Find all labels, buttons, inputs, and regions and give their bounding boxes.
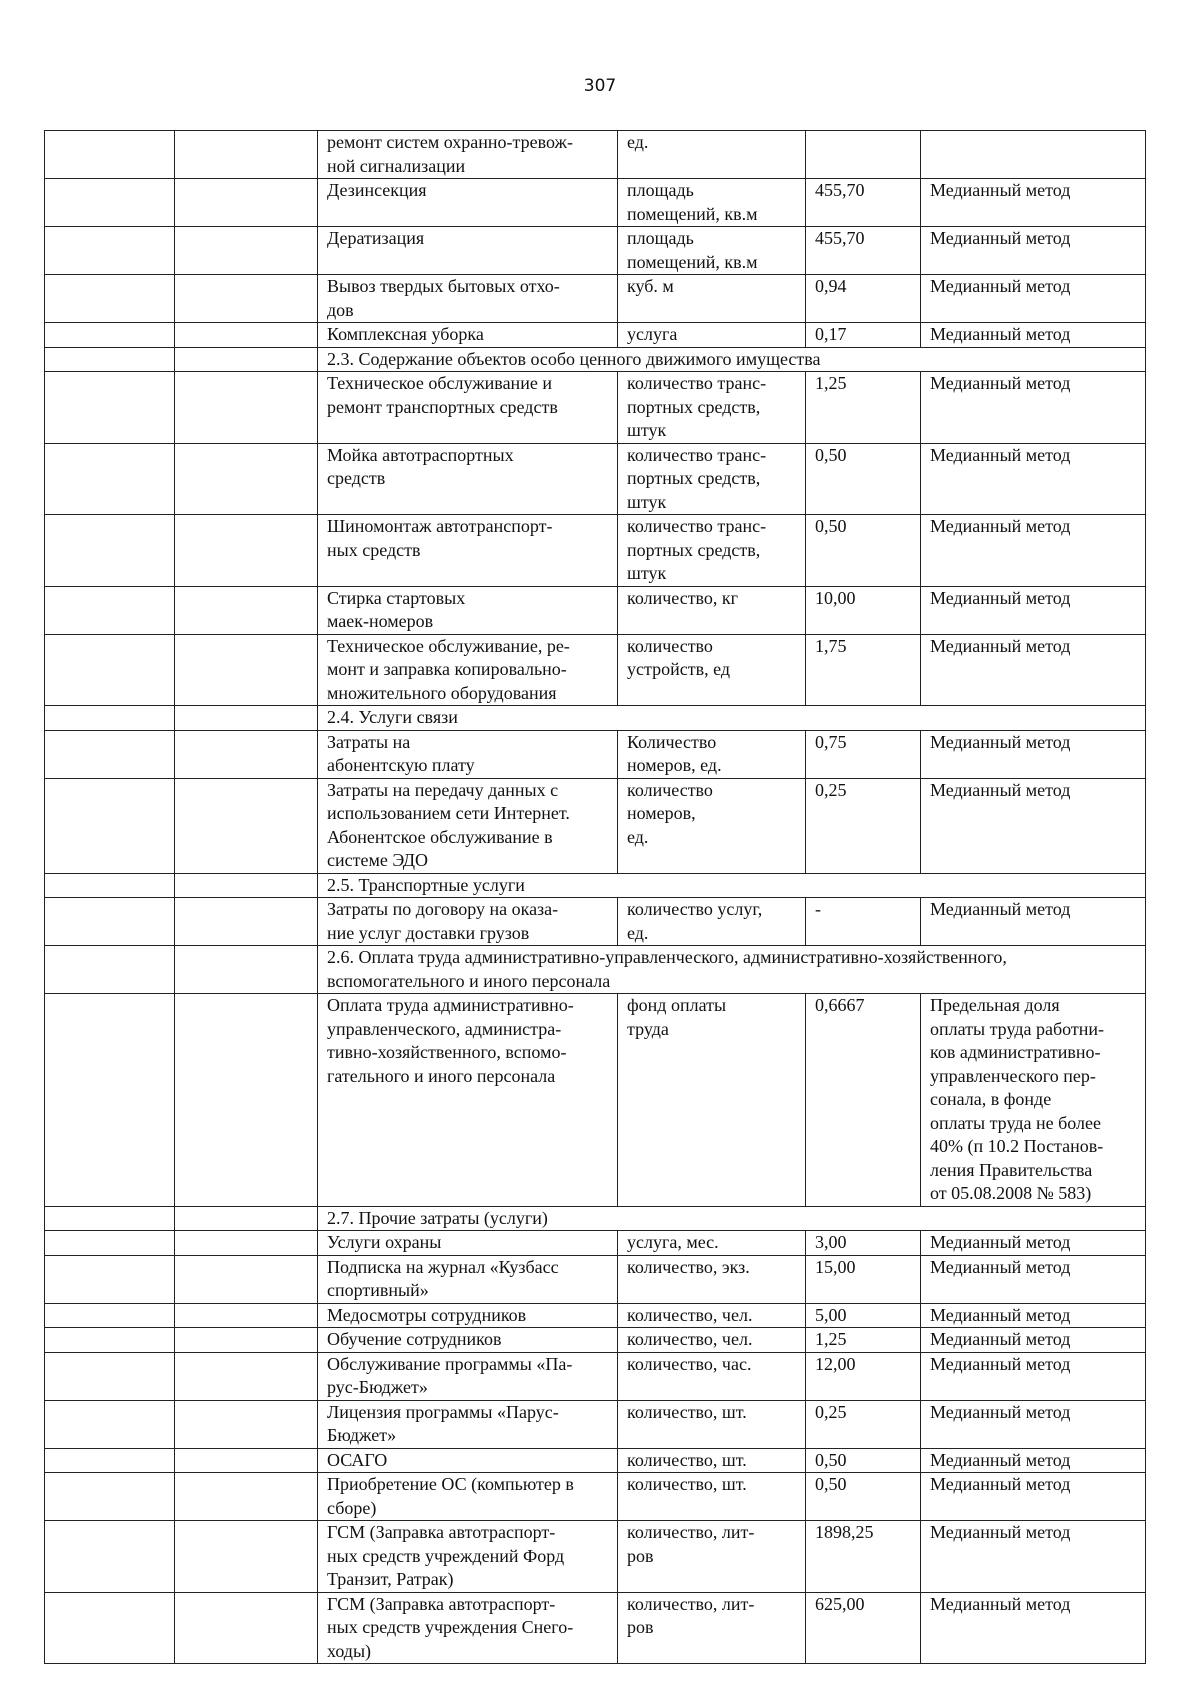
- blank-col-1: [45, 1231, 175, 1256]
- value-cell: [806, 131, 921, 179]
- method-cell: Медианный метод: [921, 1255, 1146, 1303]
- value-cell: 1898,25: [806, 1521, 921, 1593]
- method-cell: Медианный метод: [921, 372, 1146, 444]
- blank-col-1: [45, 1448, 175, 1473]
- value-cell: 0,6667: [806, 994, 921, 1207]
- blank-col-1: [45, 1592, 175, 1664]
- value-cell: 455,70: [806, 179, 921, 227]
- section-row: [45, 946, 1146, 994]
- cost-name-cell: Лицензия программы «Парус- Бюджет»: [318, 1400, 618, 1448]
- blank-col-2: [175, 1448, 318, 1473]
- value-cell: 1,25: [806, 372, 921, 444]
- cost-norms-table: [44, 130, 1146, 1664]
- cost-name-cell: Обслуживание программы «Па- рус-Бюджет»: [318, 1352, 618, 1400]
- unit-cell: количество, шт.: [618, 1448, 806, 1473]
- blank-col-1: [45, 347, 175, 372]
- blank-col-2: [175, 275, 318, 323]
- blank-col-2: [175, 1400, 318, 1448]
- unit-cell: количество устройств, ед: [618, 634, 806, 706]
- unit-cell: площадь помещений, кв.м: [618, 179, 806, 227]
- blank-col-1: [45, 323, 175, 348]
- cost-name-cell: Комплексная уборка: [318, 323, 618, 348]
- blank-col-2: [175, 873, 318, 898]
- unit-cell: количество транс- портных средств, штук: [618, 372, 806, 444]
- blank-col-2: [175, 1473, 318, 1521]
- blank-col-1: [45, 898, 175, 946]
- cost-name-cell: Затраты по договору на оказа- ние услуг доставки грузов: [318, 898, 618, 946]
- value-cell: 3,00: [806, 1231, 921, 1256]
- cost-name-cell: Подписка на журнал «Кузбасс спортивный»: [318, 1255, 618, 1303]
- unit-cell: количество, лит- ров: [618, 1592, 806, 1664]
- unit-cell: количество транс- портных средств, штук: [618, 515, 806, 587]
- table-row: [45, 1231, 1146, 1256]
- value-cell: 0,94: [806, 275, 921, 323]
- blank-col-2: [175, 323, 318, 348]
- method-cell: Медианный метод: [921, 515, 1146, 587]
- table-row: [45, 179, 1146, 227]
- unit-cell: количество услуг, ед.: [618, 898, 806, 946]
- method-cell: Медианный метод: [921, 275, 1146, 323]
- table-row: [45, 1303, 1146, 1328]
- unit-cell: количество номеров, ед.: [618, 778, 806, 873]
- section-heading: 2.7. Прочие затраты (услуги): [318, 1206, 1146, 1231]
- value-cell: 15,00: [806, 1255, 921, 1303]
- section-heading: 2.3. Содержание объектов особо ценного движимого имущества: [318, 347, 1146, 372]
- method-cell: Медианный метод: [921, 1328, 1146, 1353]
- table-row: [45, 586, 1146, 634]
- method-cell: Медианный метод: [921, 227, 1146, 275]
- cost-name-cell: Техническое обслуживание и ремонт транспортных средств: [318, 372, 618, 444]
- blank-col-1: [45, 443, 175, 515]
- blank-col-2: [175, 131, 318, 179]
- unit-cell: услуга: [618, 323, 806, 348]
- unit-cell: количество, кг: [618, 586, 806, 634]
- blank-col-1: [45, 227, 175, 275]
- table-row: [45, 131, 1146, 179]
- blank-col-1: [45, 1328, 175, 1353]
- blank-col-1: [45, 1303, 175, 1328]
- blank-col-2: [175, 1255, 318, 1303]
- blank-col-1: [45, 730, 175, 778]
- table-row: [45, 634, 1146, 706]
- blank-col-1: [45, 1400, 175, 1448]
- blank-col-1: [45, 179, 175, 227]
- cost-name-cell: Дератизация: [318, 227, 618, 275]
- blank-col-2: [175, 1303, 318, 1328]
- method-cell: Медианный метод: [921, 778, 1146, 873]
- unit-cell: количество, чел.: [618, 1328, 806, 1353]
- cost-name-cell: Затраты на абонентскую плату: [318, 730, 618, 778]
- blank-col-1: [45, 131, 175, 179]
- value-cell: 0,25: [806, 778, 921, 873]
- blank-col-1: [45, 778, 175, 873]
- page-number: 307: [583, 76, 617, 96]
- value-cell: 0,50: [806, 1473, 921, 1521]
- table-row: [45, 275, 1146, 323]
- cost-name-cell: ремонт систем охранно-тревож- ной сигнализации: [318, 131, 618, 179]
- blank-col-2: [175, 1231, 318, 1256]
- value-cell: 0,50: [806, 1448, 921, 1473]
- table-row: [45, 778, 1146, 873]
- table-body: [45, 131, 1146, 1664]
- method-cell: Медианный метод: [921, 1400, 1146, 1448]
- blank-col-2: [175, 1206, 318, 1231]
- table-row: [45, 898, 1146, 946]
- table-row: [45, 1521, 1146, 1593]
- table-row: [45, 372, 1146, 444]
- blank-col-2: [175, 347, 318, 372]
- method-cell: Медианный метод: [921, 1231, 1146, 1256]
- table-row: [45, 515, 1146, 587]
- blank-col-1: [45, 515, 175, 587]
- blank-col-2: [175, 706, 318, 731]
- table-row: [45, 1448, 1146, 1473]
- blank-col-1: [45, 706, 175, 731]
- blank-col-1: [45, 1521, 175, 1593]
- blank-col-2: [175, 443, 318, 515]
- unit-cell: количество, экз.: [618, 1255, 806, 1303]
- cost-name-cell: Шиномонтаж автотранспорт- ных средств: [318, 515, 618, 587]
- blank-col-1: [45, 275, 175, 323]
- cost-name-cell: ОСАГО: [318, 1448, 618, 1473]
- blank-col-1: [45, 873, 175, 898]
- blank-col-1: [45, 1473, 175, 1521]
- section-row: [45, 1206, 1146, 1231]
- cost-name-cell: Мойка автотраспортных средств: [318, 443, 618, 515]
- cost-name-cell: ГСМ (Заправка автотраспорт- ных средств учреждения Снего- ходы): [318, 1592, 618, 1664]
- section-row: [45, 873, 1146, 898]
- blank-col-2: [175, 1521, 318, 1593]
- unit-cell: количество, шт.: [618, 1473, 806, 1521]
- blank-col-2: [175, 1352, 318, 1400]
- section-heading: 2.5. Транспортные услуги: [318, 873, 1146, 898]
- table-row: [45, 1352, 1146, 1400]
- blank-col-1: [45, 586, 175, 634]
- section-row: [45, 706, 1146, 731]
- unit-cell: услуга, мес.: [618, 1231, 806, 1256]
- method-cell: Медианный метод: [921, 1592, 1146, 1664]
- table-row: [45, 1255, 1146, 1303]
- unit-cell: количество, лит- ров: [618, 1521, 806, 1593]
- method-cell: Медианный метод: [921, 323, 1146, 348]
- method-cell: Медианный метод: [921, 1448, 1146, 1473]
- table-row: [45, 227, 1146, 275]
- value-cell: 0,25: [806, 1400, 921, 1448]
- cost-name-cell: Дезинсекция: [318, 179, 618, 227]
- unit-cell: количество, чел.: [618, 1303, 806, 1328]
- cost-name-cell: Оплата труда административно- управленческого, администра- тивно-хозяйственного, вспомо- гательного и иного персонала: [318, 994, 618, 1207]
- cost-name-cell: Техническое обслуживание, ре- монт и заправка копировально- множительного оборудования: [318, 634, 618, 706]
- value-cell: 455,70: [806, 227, 921, 275]
- table-row: [45, 323, 1146, 348]
- blank-col-1: [45, 372, 175, 444]
- blank-col-2: [175, 634, 318, 706]
- unit-cell: ед.: [618, 131, 806, 179]
- method-cell: [921, 131, 1146, 179]
- method-cell: Медианный метод: [921, 586, 1146, 634]
- unit-cell: куб. м: [618, 275, 806, 323]
- blank-col-1: [45, 1206, 175, 1231]
- section-row: [45, 347, 1146, 372]
- method-cell: Медианный метод: [921, 1303, 1146, 1328]
- cost-name-cell: Вывоз твердых бытовых отхо- дов: [318, 275, 618, 323]
- method-cell: Предельная доля оплаты труда работни- ков административно- управленческого пер- сонала, в фонде оплаты труда не более 40% (п 10.2 Постанов- ления Правительства от 05.08.2008 № 583): [921, 994, 1146, 1207]
- value-cell: 0,50: [806, 443, 921, 515]
- blank-col-2: [175, 227, 318, 275]
- table-row: [45, 1592, 1146, 1664]
- blank-col-2: [175, 372, 318, 444]
- cost-name-cell: Стирка стартовых маек-номеров: [318, 586, 618, 634]
- blank-col-1: [45, 946, 175, 994]
- method-cell: Медианный метод: [921, 443, 1146, 515]
- section-heading: 2.6. Оплата труда административно-управленческого, административно-хозяйственного, вспомогательного и иного персонала: [318, 946, 1146, 994]
- method-cell: Медианный метод: [921, 634, 1146, 706]
- value-cell: 5,00: [806, 1303, 921, 1328]
- value-cell: 0,17: [806, 323, 921, 348]
- value-cell: 10,00: [806, 586, 921, 634]
- cost-name-cell: Приобретение ОС (компьютер в сборе): [318, 1473, 618, 1521]
- value-cell: -: [806, 898, 921, 946]
- value-cell: 12,00: [806, 1352, 921, 1400]
- cost-name-cell: ГСМ (Заправка автотраспорт- ных средств учреждений Форд Транзит, Ратрак): [318, 1521, 618, 1593]
- blank-col-2: [175, 946, 318, 994]
- blank-col-2: [175, 778, 318, 873]
- blank-col-2: [175, 1592, 318, 1664]
- cost-name-cell: Медосмотры сотрудников: [318, 1303, 618, 1328]
- method-cell: Медианный метод: [921, 730, 1146, 778]
- unit-cell: Количество номеров, ед.: [618, 730, 806, 778]
- table-row: [45, 1473, 1146, 1521]
- unit-cell: количество, шт.: [618, 1400, 806, 1448]
- value-cell: 0,50: [806, 515, 921, 587]
- table-row: [45, 1400, 1146, 1448]
- section-heading: 2.4. Услуги связи: [318, 706, 1146, 731]
- blank-col-2: [175, 1328, 318, 1353]
- value-cell: 0,75: [806, 730, 921, 778]
- blank-col-2: [175, 994, 318, 1207]
- blank-col-2: [175, 730, 318, 778]
- unit-cell: площадь помещений, кв.м: [618, 227, 806, 275]
- table-row: [45, 730, 1146, 778]
- value-cell: 1,75: [806, 634, 921, 706]
- table-row: [45, 994, 1146, 1207]
- table-row: [45, 1328, 1146, 1353]
- cost-name-cell: Обучение сотрудников: [318, 1328, 618, 1353]
- blank-col-2: [175, 179, 318, 227]
- unit-cell: количество, час.: [618, 1352, 806, 1400]
- blank-col-2: [175, 586, 318, 634]
- blank-col-1: [45, 994, 175, 1207]
- method-cell: Медианный метод: [921, 898, 1146, 946]
- method-cell: Медианный метод: [921, 1352, 1146, 1400]
- method-cell: Медианный метод: [921, 179, 1146, 227]
- blank-col-2: [175, 898, 318, 946]
- method-cell: Медианный метод: [921, 1473, 1146, 1521]
- value-cell: 625,00: [806, 1592, 921, 1664]
- blank-col-1: [45, 1255, 175, 1303]
- method-cell: Медианный метод: [921, 1521, 1146, 1593]
- blank-col-1: [45, 634, 175, 706]
- blank-col-1: [45, 1352, 175, 1400]
- value-cell: 1,25: [806, 1328, 921, 1353]
- unit-cell: количество транс- портных средств, штук: [618, 443, 806, 515]
- table-row: [45, 443, 1146, 515]
- cost-name-cell: Услуги охраны: [318, 1231, 618, 1256]
- blank-col-2: [175, 515, 318, 587]
- unit-cell: фонд оплаты труда: [618, 994, 806, 1207]
- cost-name-cell: Затраты на передачу данных с использованием сети Интернет. Абонентское обслуживание в системе ЭДО: [318, 778, 618, 873]
